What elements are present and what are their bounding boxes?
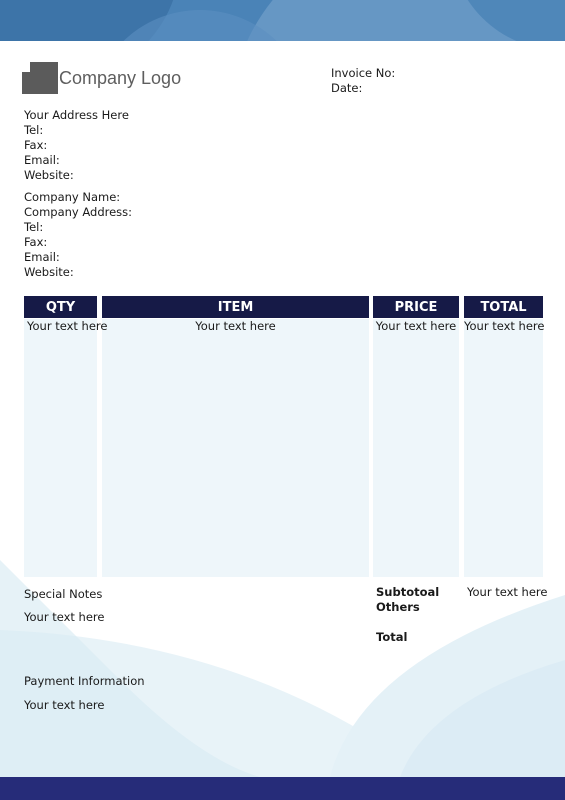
- sender-email: Email:: [24, 153, 60, 167]
- logo-icon: [22, 62, 58, 94]
- cell-qty: Your text here: [27, 319, 108, 333]
- sender-tel: Tel:: [24, 123, 44, 137]
- invoice-number-label: Invoice No:: [331, 66, 396, 80]
- sender-fax: Fax:: [24, 138, 48, 152]
- subtotal-value: Your text here: [467, 585, 548, 599]
- company-logo: [22, 62, 181, 94]
- special-notes-text: Your text here: [24, 610, 105, 624]
- recipient-website: Website:: [24, 265, 74, 279]
- column-header-price: PRICE: [373, 296, 459, 318]
- column-body-item: [102, 319, 369, 577]
- recipient-email: Email:: [24, 250, 60, 264]
- payment-info-label: Payment Information: [24, 674, 145, 688]
- recipient-tel: Tel:: [24, 220, 44, 234]
- header-band: [0, 0, 565, 41]
- column-header-total: TOTAL: [464, 296, 543, 318]
- invoice-meta: [331, 66, 395, 96]
- column-header-item: ITEM: [102, 296, 369, 318]
- recipient-fax: Fax:: [24, 235, 48, 249]
- recipient-address: Company Address:: [24, 205, 133, 219]
- subtotal-label: Subtotoal: [376, 585, 440, 599]
- invoice-date-label: Date:: [331, 81, 363, 95]
- column-header-qty: QTY: [24, 296, 97, 318]
- payment-info-text: Your text here: [24, 698, 105, 712]
- column-body-qty: [24, 319, 97, 577]
- cell-price: Your text here: [375, 319, 457, 333]
- cell-item: Your text here: [195, 319, 276, 333]
- logo-text: Company Logo: [59, 68, 182, 88]
- total-label: Total: [376, 630, 408, 644]
- column-body-price: [373, 319, 459, 577]
- recipient-name: Company Name:: [24, 190, 121, 204]
- others-label: Others: [376, 600, 420, 614]
- column-body-total: [464, 319, 543, 577]
- sender-address: Your Address Here: [24, 108, 129, 122]
- footer-band: [0, 777, 565, 800]
- special-notes-label: Special Notes: [24, 587, 103, 601]
- sender-website: Website:: [24, 168, 74, 182]
- cell-total: Your text here: [464, 319, 545, 333]
